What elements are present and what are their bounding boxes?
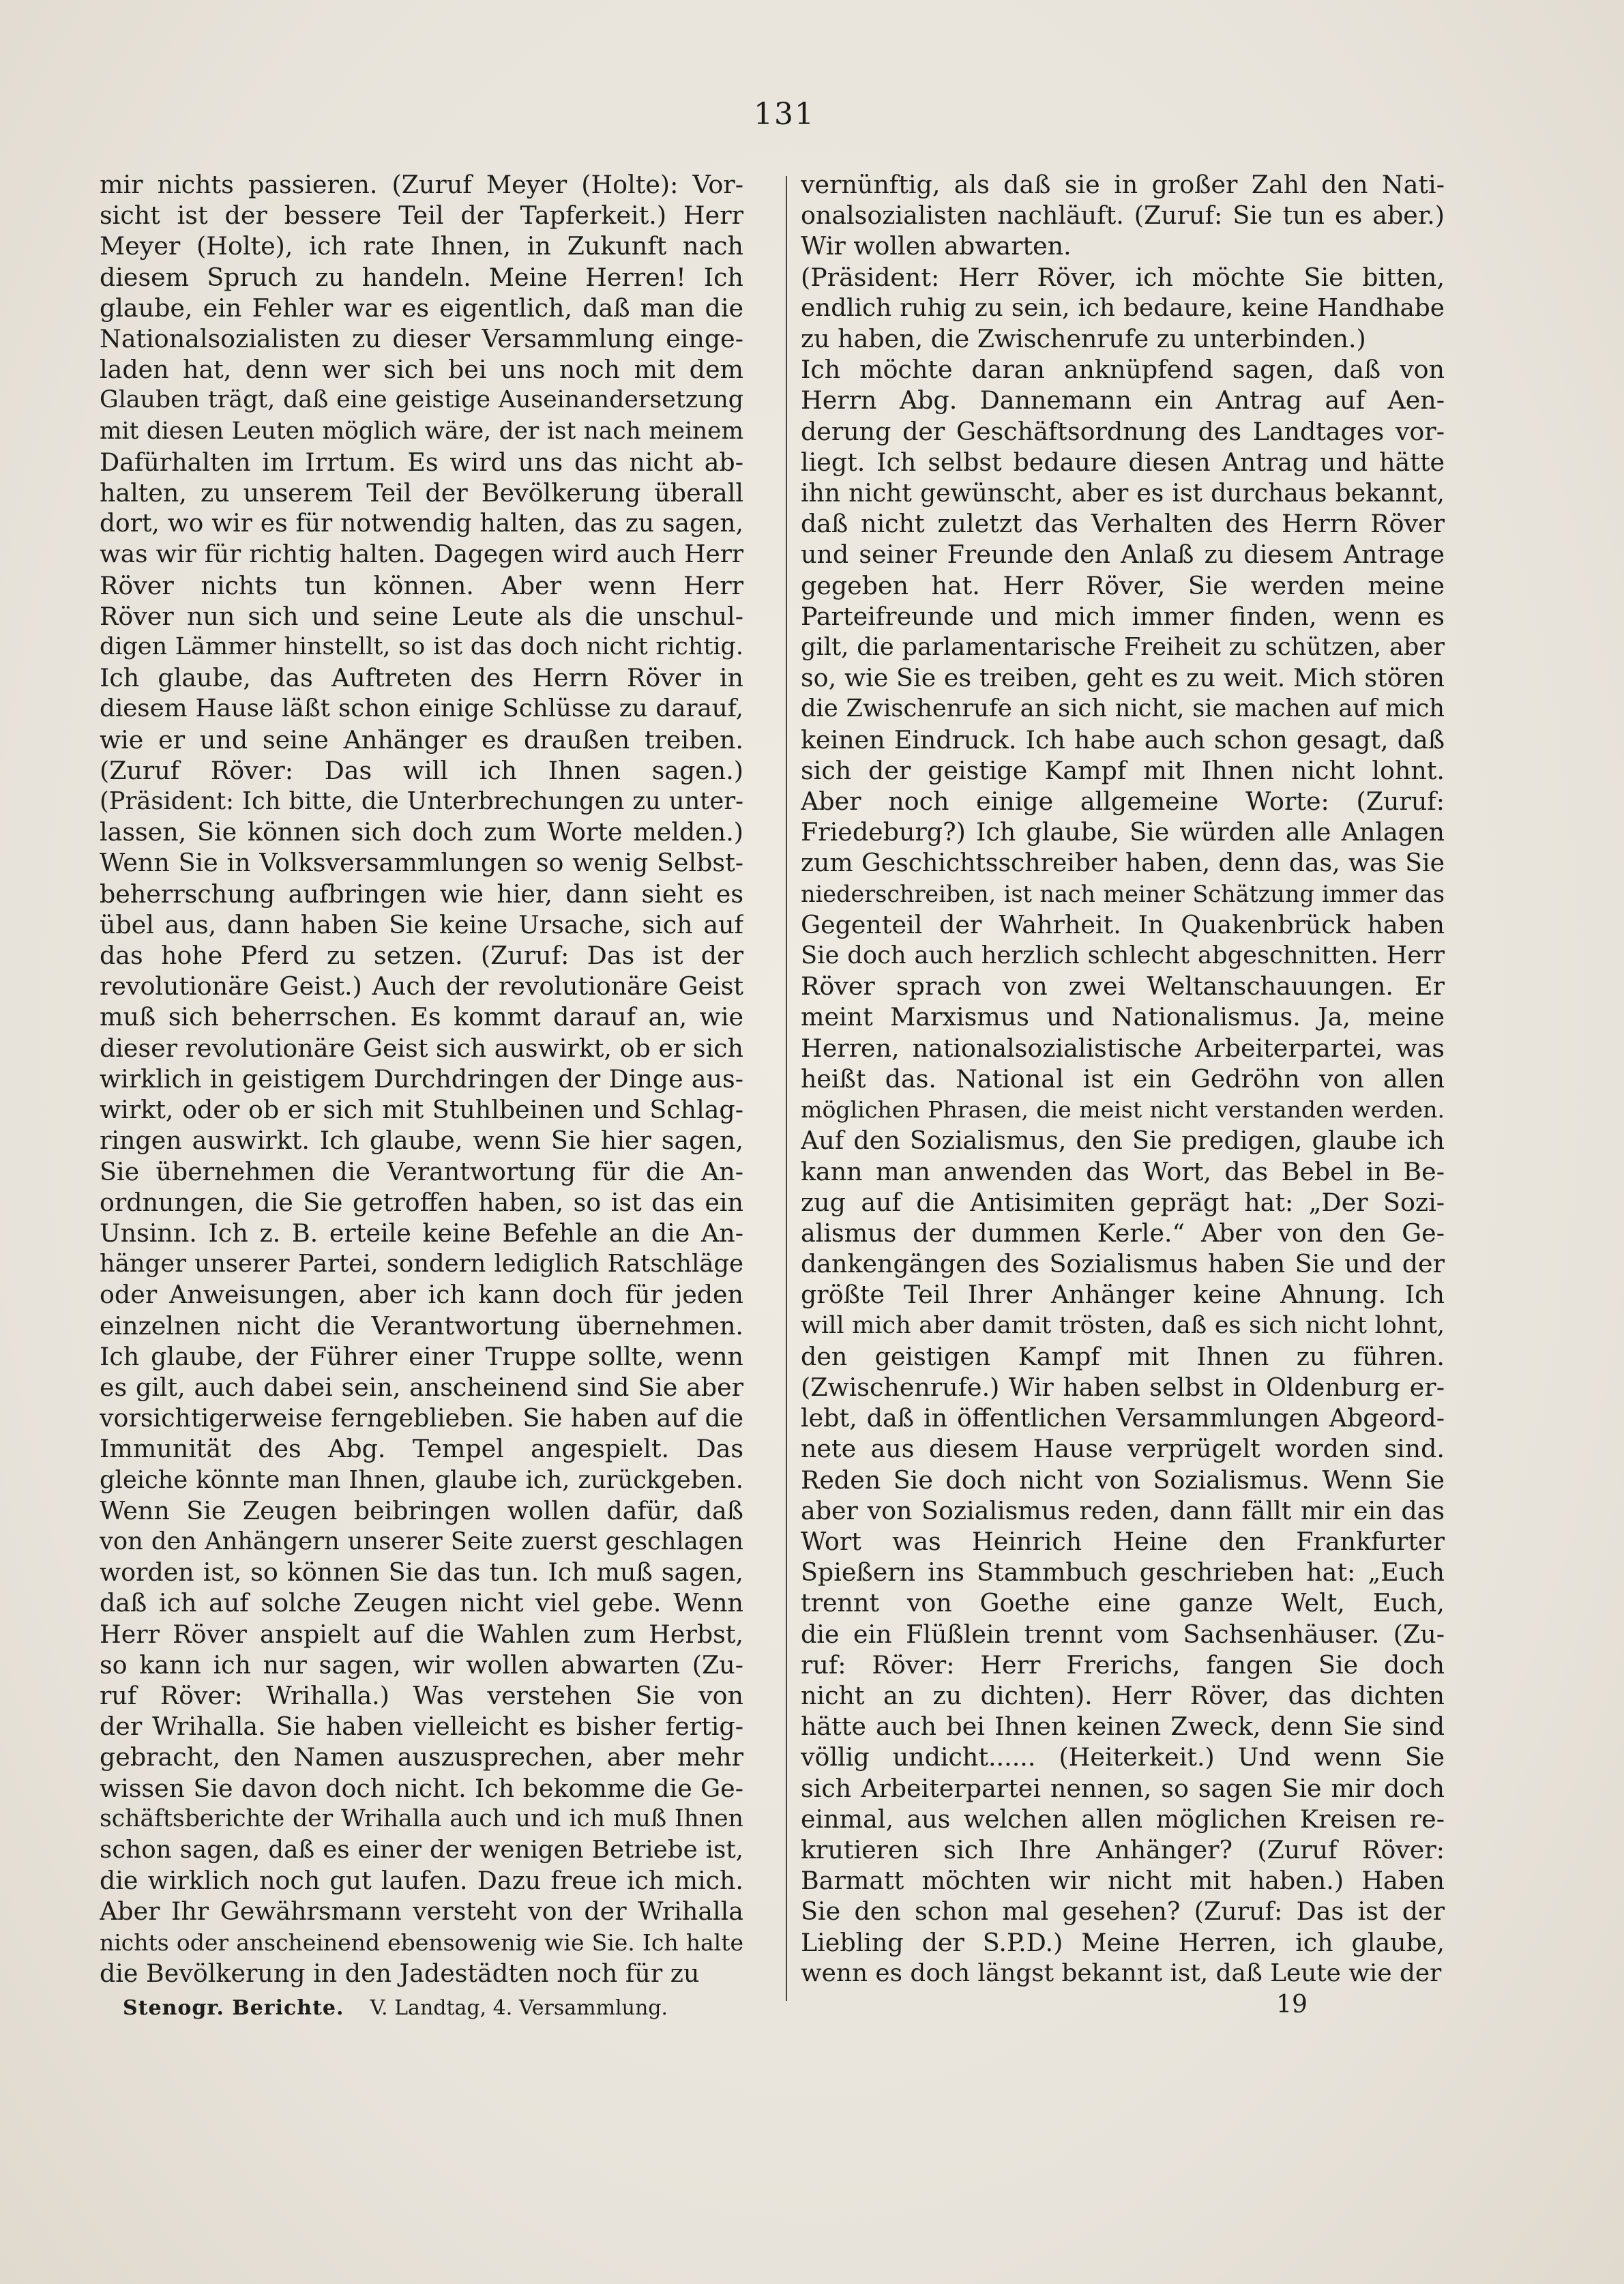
text-line: und seiner Freunde den Anlaß zu diesem Antrage bbox=[801, 540, 1445, 570]
text-line: sich der geistige Kampf mit Ihnen nicht lohnt. bbox=[801, 755, 1445, 785]
text-line: Parteifreunde und mich immer finden, wenn es bbox=[801, 601, 1445, 631]
text-line: Glauben trägt, daß eine geistige Auseinandersetzung bbox=[100, 386, 743, 414]
text-line: von den Anhängern unserer Seite zuerst geschlagen bbox=[100, 1527, 743, 1555]
text-line: Herr Röver anspielt auf die Wahlen zum Herbst, bbox=[100, 1619, 743, 1649]
text-line: mir nichts passieren. (Zuruf Meyer (Holte): Vor- bbox=[100, 170, 743, 199]
text-line: Barmatt möchten wir nicht mit haben.) Haben bbox=[801, 1866, 1445, 1896]
text-line: die Bevölkerung in den Jadestädten noch für zu bbox=[100, 1958, 700, 1988]
text-line: niederschreiben, ist nach meiner Schätzung immer das bbox=[801, 880, 1445, 907]
text-line: endlich ruhig zu sein, ich bedaure, keine Handhabe bbox=[801, 293, 1445, 322]
text-line: schäftsberichte der Wrihalla auch und ich muß Ihnen bbox=[100, 1804, 743, 1832]
column-divider bbox=[786, 176, 787, 2001]
text-line: keinen Eindruck. Ich habe auch schon gesagt, daß bbox=[801, 724, 1445, 755]
text-line: daß ich auf solche Zeugen nicht viel gebe. Wenn bbox=[100, 1588, 743, 1618]
text-line: einmal, aus welchen allen möglichen Kreisen re- bbox=[801, 1804, 1445, 1834]
text-line: Friedeburg?) Ich glaube, Sie würden alle Anlagen bbox=[801, 817, 1445, 847]
text-line: übel aus, dann haben Sie keine Ursache, sich auf bbox=[100, 909, 743, 939]
text-line: wirklich in geistigem Durchdringen der Dinge aus- bbox=[100, 1064, 743, 1094]
text-line: gebracht, den Namen auszusprechen, aber mehr bbox=[100, 1742, 743, 1772]
text-line: Röver nichts tun können. Aber wenn Herr bbox=[100, 570, 743, 600]
text-line: dankengängen des Sozialismus haben Sie und der bbox=[801, 1249, 1445, 1279]
text-line: alismus der dummen Kerle.“ Aber von den Ge- bbox=[801, 1218, 1445, 1248]
text-line: (Präsident: Ich bitte, die Unterbrechungen zu unter- bbox=[100, 787, 743, 816]
text-line: Ich möchte daran anknüpfend sagen, daß von bbox=[801, 355, 1445, 385]
text-line: gilt, die parlamentarische Freiheit zu schützen, aber bbox=[801, 633, 1445, 662]
text-line: einzelnen nicht die Verantwortung übernehmen. bbox=[100, 1311, 743, 1341]
text-line: die wirklich noch gut laufen. Dazu freue ich mich. bbox=[100, 1866, 743, 1896]
text-line: vernünftig, als daß sie in großer Zahl den Nati- bbox=[801, 170, 1445, 199]
text-line: hänger unserer Partei, sondern lediglich Ratschläge bbox=[100, 1250, 743, 1278]
footer-imprint bbox=[123, 1996, 709, 2020]
text-line: Dafürhalten im Irrtum. Es wird uns das nicht ab- bbox=[100, 447, 743, 477]
text-line: daß nicht zuletzt das Verhalten des Herrn Röver bbox=[801, 509, 1445, 539]
text-line: aber von Sozialismus reden, dann fällt mir ein das bbox=[801, 1495, 1445, 1525]
text-line: möglichen Phrasen, die meist nicht verstanden werden. bbox=[801, 1096, 1445, 1124]
text-line: ordnungen, die Sie getroffen haben, so ist das ein bbox=[100, 1187, 743, 1217]
text-line: Ich glaube, der Führer einer Truppe sollte, wenn bbox=[100, 1341, 743, 1371]
text-line: mit diesen Leuten möglich wäre, der ist nach meinem bbox=[100, 417, 743, 445]
text-line: zum Geschichtsschreiber haben, denn das, was Sie bbox=[801, 848, 1445, 878]
text-line: (Zwischenrufe.) Wir haben selbst in Oldenburg er- bbox=[801, 1372, 1445, 1402]
text-line: krutieren sich Ihre Anhänger? (Zuruf Röver: bbox=[801, 1834, 1445, 1864]
text-line: vorsichtigerweise ferngeblieben. Sie haben auf die bbox=[100, 1403, 743, 1433]
text-line: die ein Flüßlein trennt vom Sachsenhäuser. (Zu- bbox=[801, 1619, 1445, 1649]
text-line: Aber noch einige allgemeine Worte: (Zuruf: bbox=[801, 787, 1445, 817]
text-line: Reden Sie doch nicht von Sozialismus. Wenn Sie bbox=[801, 1465, 1445, 1495]
text-line: Spießern ins Stammbuch geschrieben hat: „Euch bbox=[801, 1557, 1445, 1587]
text-line: dieser revolutionäre Geist sich auswirkt, ob er sich bbox=[100, 1033, 743, 1063]
text-line: onalsozialisten nachläuft. (Zuruf: Sie tun es aber.) bbox=[801, 201, 1445, 231]
text-line: sicht ist der bessere Teil der Tapferkeit.) Herr bbox=[100, 201, 743, 231]
text-line: Unsinn. Ich z. B. erteile keine Befehle an die An- bbox=[100, 1218, 743, 1248]
text-line: liegt. Ich selbst bedaure diesen Antrag und hätte bbox=[801, 447, 1445, 477]
text-line: worden ist, so können Sie das tun. Ich muß sagen, bbox=[100, 1557, 743, 1587]
text-line: (Zuruf Röver: Das will ich Ihnen sagen.) bbox=[100, 755, 743, 785]
sheet-number: 19 bbox=[1276, 1991, 1308, 2019]
text-line: muß sich beherrschen. Es kommt darauf an, wie bbox=[100, 1002, 743, 1032]
text-line: Gegenteil der Wahrheit. In Quakenbrück haben bbox=[801, 909, 1445, 939]
text-line: nete aus diesem Hause verprügelt worden sind. bbox=[801, 1434, 1445, 1464]
page-number: 131 bbox=[754, 97, 815, 132]
text-line: ruf Röver: Wrihalla.) Was verstehen Sie von bbox=[100, 1680, 743, 1710]
text-line: den geistigen Kampf mit Ihnen zu führen. bbox=[801, 1341, 1445, 1371]
text-line: Aber Ihr Gewährsmann versteht von der Wrihalla bbox=[100, 1897, 743, 1927]
text-line: dort, wo wir es für notwendig halten, das zu sagen, bbox=[100, 510, 743, 538]
text-line: zu haben, die Zwischenrufe zu unterbinden.) bbox=[801, 324, 1366, 354]
text-line: es gilt, auch dabei sein, anscheinend sind Sie aber bbox=[100, 1372, 743, 1402]
text-line: völlig undicht...... (Heiterkeit.) Und wenn Sie bbox=[801, 1742, 1445, 1772]
footer-volume: V. Landtag, 4. Versammlung. bbox=[370, 1996, 668, 2020]
text-line: gleiche könnte man Ihnen, glaube ich, zurückgeben. bbox=[100, 1465, 743, 1494]
text-line: Röver sprach von zwei Weltanschauungen. Er bbox=[801, 971, 1445, 1001]
text-line: Meyer (Holte), ich rate Ihnen, in Zukunft nach bbox=[100, 231, 743, 261]
text-line: wie er und seine Anhänger es draußen treiben. bbox=[100, 724, 743, 755]
text-line: revolutionäre Geist.) Auch der revolutionäre Geist bbox=[100, 971, 743, 1001]
text-line: Wir wollen abwarten. bbox=[801, 231, 1072, 261]
text-line: will mich aber damit trösten, daß es sich nicht lohnt, bbox=[801, 1311, 1445, 1339]
text-line: Auf den Sozialismus, den Sie predigen, glaube ich bbox=[801, 1126, 1445, 1156]
text-line: digen Lämmer hinstellt, so ist das doch nicht richtig. bbox=[100, 633, 743, 661]
text-line: Nationalsozialisten zu dieser Versammlung einge- bbox=[100, 324, 743, 354]
text-line: lebt, daß in öffentlichen Versammlungen Abgeord- bbox=[801, 1403, 1445, 1433]
text-line: das hohe Pferd zu setzen. (Zuruf: Das ist der bbox=[100, 941, 743, 971]
text-line: Herrn Abg. Dannemann ein Antrag auf Aen- bbox=[801, 385, 1445, 415]
text-line: ringen auswirkt. Ich glaube, wenn Sie hier sagen, bbox=[100, 1126, 743, 1156]
text-line: beherrschung aufbringen wie hier, dann sieht es bbox=[100, 879, 743, 909]
text-line: heißt das. National ist ein Gedröhn von allen bbox=[801, 1064, 1445, 1094]
text-line: wenn es doch längst bekannt ist, daß Leute wie der bbox=[801, 1959, 1442, 1987]
text-line: (Präsident: Herr Röver, ich möchte Sie bitten, bbox=[801, 262, 1445, 292]
left-column bbox=[100, 169, 743, 1989]
text-line: ruf: Röver: Herr Frerichs, fangen Sie doch bbox=[801, 1650, 1445, 1680]
text-line: glaube, ein Fehler war es eigentlich, daß man die bbox=[100, 293, 743, 323]
text-line: die Zwischenrufe an sich nicht, sie machen auf mich bbox=[801, 694, 1445, 723]
text-line: Ich glaube, das Auftreten des Herrn Röver in bbox=[100, 663, 743, 693]
text-line: schon sagen, daß es einer der wenigen Betriebe ist, bbox=[100, 1835, 743, 1864]
text-line: so kann ich nur sagen, wir wollen abwarten (Zu- bbox=[100, 1650, 743, 1680]
text-line: sich Arbeiterpartei nennen, so sagen Sie mir doch bbox=[801, 1773, 1445, 1803]
text-line: wirkt, oder ob er sich mit Stuhlbeinen und Schlag- bbox=[100, 1095, 743, 1125]
right-column bbox=[801, 169, 1445, 1989]
text-line: hätte auch bei Ihnen keinen Zweck, denn Sie sind bbox=[801, 1712, 1445, 1742]
text-line: trennt von Goethe eine ganze Welt, Euch, bbox=[801, 1588, 1445, 1618]
text-line: nichts oder anscheinend ebensowenig wie Sie. Ich halte bbox=[100, 1929, 743, 1956]
text-line: meint Marxismus und Nationalismus. Ja, meine bbox=[801, 1002, 1445, 1032]
text-line: derung der Geschäftsordnung des Landtages vor- bbox=[801, 416, 1445, 446]
text-line: diesem Hause läßt schon einige Schlüsse zu darauf, bbox=[100, 694, 743, 723]
text-line: halten, zu unserem Teil der Bevölkerung überall bbox=[100, 478, 743, 508]
text-line: Wort was Heinrich Heine den Frankfurter bbox=[801, 1526, 1445, 1556]
text-line: Immunität des Abg. Tempel angespielt. Das bbox=[100, 1434, 743, 1464]
text-line: Sie den schon mal gesehen? (Zuruf: Das ist der bbox=[801, 1897, 1445, 1927]
text-line: Liebling der S.P.D.) Meine Herren, ich glaube, bbox=[801, 1927, 1445, 1957]
text-line: größte Teil Ihrer Anhänger keine Ahnung. Ich bbox=[801, 1280, 1445, 1310]
text-line: ihn nicht gewünscht, aber es ist durchaus bekannt, bbox=[801, 478, 1445, 508]
text-line: nicht an zu dichten). Herr Röver, das dichten bbox=[801, 1680, 1445, 1710]
text-line: wissen Sie davon doch nicht. Ich bekomme die Ge- bbox=[100, 1773, 743, 1803]
text-line: diesem Spruch zu handeln. Meine Herren! Ich bbox=[100, 262, 743, 292]
text-line: der Wrihalla. Sie haben vielleicht es bisher fertig- bbox=[100, 1712, 743, 1742]
text-line: Sie übernehmen die Verantwortung für die An- bbox=[100, 1156, 743, 1186]
text-line: so, wie Sie es treiben, geht es zu weit. Mich stören bbox=[801, 663, 1445, 693]
text-line: oder Anweisungen, aber ich kann doch für jeden bbox=[100, 1280, 743, 1310]
text-line: lassen, Sie können sich doch zum Worte melden.) bbox=[100, 817, 743, 847]
text-line: kann man anwenden das Wort, das Bebel in Be- bbox=[801, 1156, 1445, 1186]
text-line: zug auf die Antisimiten geprägt hat: „Der Sozi- bbox=[801, 1187, 1445, 1217]
text-line: Wenn Sie in Volksversammlungen so wenig Selbst- bbox=[100, 848, 743, 878]
text-line: Sie doch auch herzlich schlecht abgeschnitten. Herr bbox=[801, 941, 1445, 970]
text-line: Wenn Sie Zeugen beibringen wollen dafür, daß bbox=[100, 1495, 743, 1525]
text-line: laden hat, denn wer sich bei uns noch mit dem bbox=[100, 355, 743, 385]
text-line: Herren, nationalsozialistische Arbeiterpartei, was bbox=[801, 1033, 1445, 1063]
footer-series: Stenogr. Berichte. bbox=[123, 1996, 344, 2020]
text-line: Röver nun sich und seine Leute als die unschul- bbox=[100, 601, 743, 631]
text-line: gegeben hat. Herr Röver, Sie werden meine bbox=[801, 570, 1445, 600]
text-line: was wir für richtig halten. Dagegen wird auch Herr bbox=[100, 540, 743, 569]
